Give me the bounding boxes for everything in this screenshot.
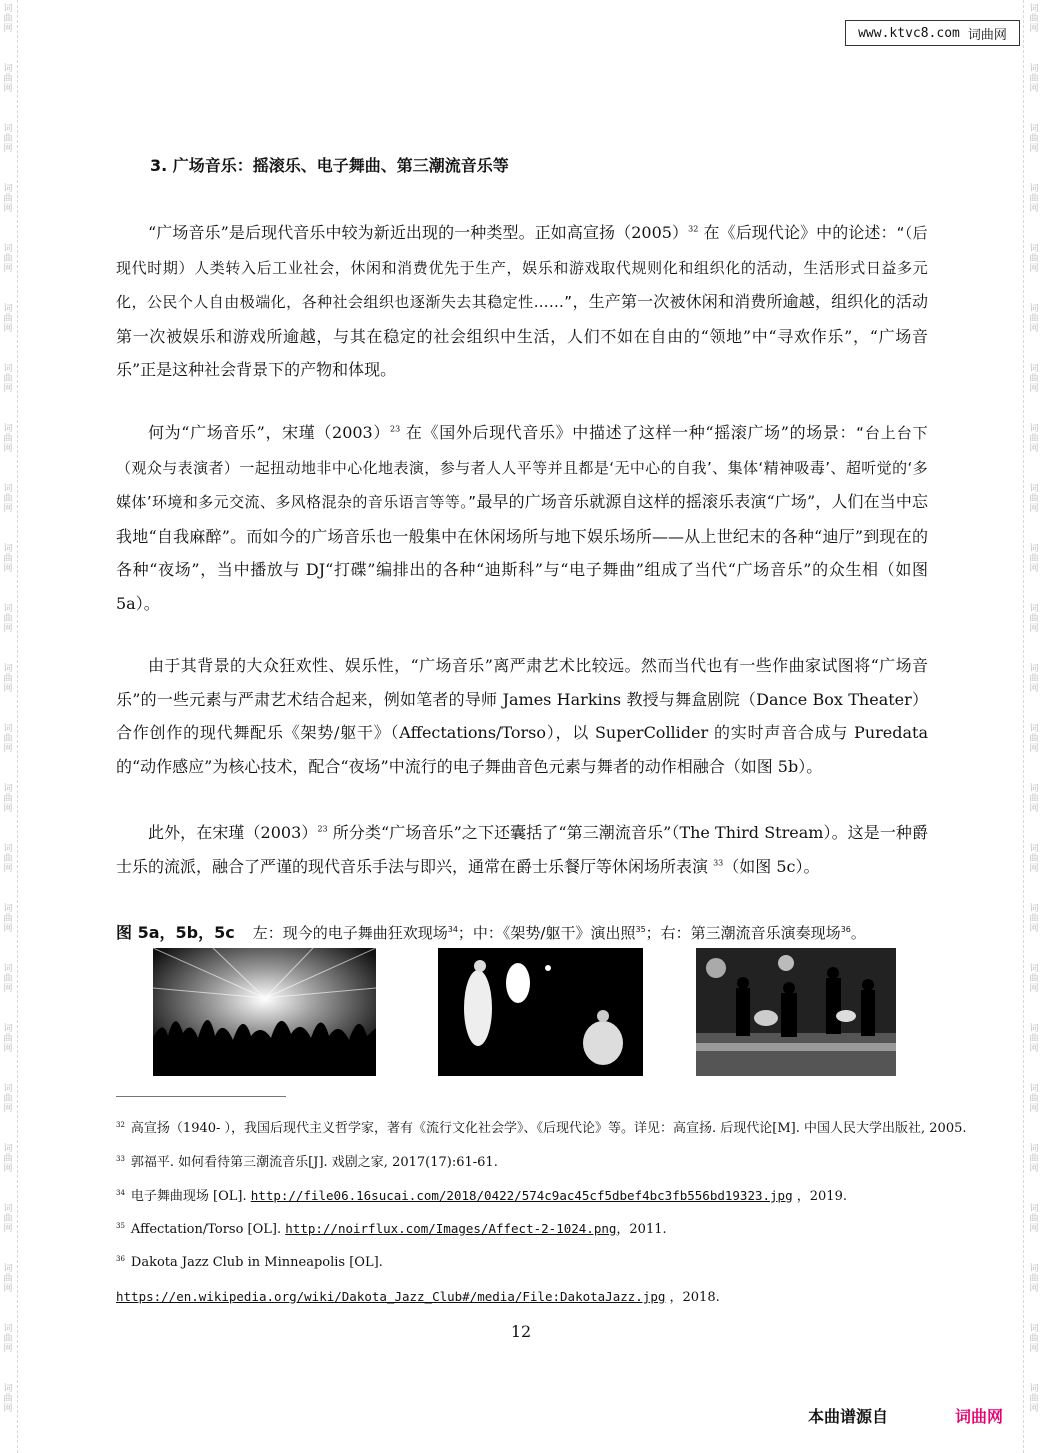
watermark-char: 网 <box>1029 564 1039 574</box>
watermark-char: 词 <box>1029 244 1039 254</box>
footnote-35-link[interactable]: http://noirflux.com/Images/Affect-2-1024.png <box>285 1221 617 1236</box>
watermark-repeat <box>1029 1020 1038 1080</box>
watermark-char: 词 <box>1029 1324 1039 1334</box>
watermark-char: 曲 <box>3 794 13 804</box>
footnote-36-continued <box>116 1288 936 1307</box>
watermark-char: 曲 <box>1029 794 1039 804</box>
watermark-char: 曲 <box>3 1094 13 1104</box>
source-label: 本曲谱源自 <box>808 1407 889 1426</box>
watermark-char: 词 <box>3 1204 13 1214</box>
photo-dance-performance <box>438 948 643 1076</box>
watermark-char: 网 <box>3 204 13 214</box>
watermark-char: 网 <box>1029 624 1039 634</box>
p2-text-b: 在《国外后现代音乐》中描述了这样一种“摇滚广场”的场景： <box>400 423 857 442</box>
watermark-char: 网 <box>1029 324 1039 334</box>
watermark-char: 网 <box>1029 1104 1039 1114</box>
watermark-char: 曲 <box>1029 134 1039 144</box>
watermark-char: 网 <box>1029 1224 1039 1234</box>
watermark-char: 网 <box>1029 444 1039 454</box>
watermark-char: 词 <box>1029 424 1039 434</box>
p2-text-a: 何为“广场音乐”，宋瑾（2003） <box>148 423 391 442</box>
watermark-repeat <box>3 420 12 480</box>
paragraph-1 <box>116 216 928 387</box>
watermark-char: 曲 <box>1029 74 1039 84</box>
watermark-char: 网 <box>3 684 13 694</box>
watermark-char: 网 <box>3 864 13 874</box>
figure-mid-desc: ；中：《架势/躯干》演出照 <box>457 924 636 942</box>
watermark-repeat <box>1029 720 1038 780</box>
watermark-char: 词 <box>3 184 13 194</box>
photo-edm-crowd <box>153 948 376 1076</box>
watermark-char: 词 <box>1029 1024 1039 1034</box>
source-site-link[interactable]: 词曲网 <box>955 1407 1004 1426</box>
page-number: 12 <box>510 1322 532 1341</box>
watermark-char: 词 <box>1029 1264 1039 1274</box>
watermark-char: 词 <box>3 1144 13 1154</box>
watermark-repeat <box>3 360 12 420</box>
watermark-char: 词 <box>1029 1144 1039 1154</box>
watermark-repeat <box>3 240 12 300</box>
figure-label: 图 5a，5b，5c <box>116 923 235 942</box>
watermark-char: 曲 <box>3 1394 13 1404</box>
watermark-char: 曲 <box>1029 374 1039 384</box>
watermark-char: 词 <box>1029 784 1039 794</box>
watermark-char: 曲 <box>3 194 13 204</box>
watermark-repeat <box>1029 1260 1038 1320</box>
watermark-char: 曲 <box>3 314 13 324</box>
footnote-36-link[interactable]: https://en.wikipedia.org/wiki/Dakota_Jazz_Club#/media/File:DakotaJazz.jpg <box>116 1289 666 1304</box>
watermark-char: 词 <box>1029 844 1039 854</box>
watermark-char: 网 <box>1029 1344 1039 1354</box>
p2-quote: “台上台下（观众与表演者）一起扭动地非中心化地表演，参与者人人平等并且都是‘无中心的自我’、集体‘精神吸毒’、超听觉的‘多媒体’环境和多元交流、多风格混杂的音乐语言等等。” <box>116 424 928 511</box>
figure-right-sup: 36 <box>840 925 851 934</box>
watermark-char: 网 <box>1029 1284 1039 1294</box>
figure-end: 。 <box>850 924 866 942</box>
watermark-char: 网 <box>1029 144 1039 154</box>
watermark-char: 曲 <box>3 614 13 624</box>
watermark-char: 网 <box>1029 384 1039 394</box>
watermark-char: 网 <box>3 1224 13 1234</box>
figure-right-desc: ；右：第三潮流音乐演奏现场 <box>645 924 841 942</box>
watermark-char: 曲 <box>1029 554 1039 564</box>
watermark-char: 网 <box>1029 204 1039 214</box>
watermark-repeat <box>3 660 12 720</box>
watermark-repeat <box>1029 660 1038 720</box>
watermark-repeat <box>3 600 12 660</box>
watermark-repeat <box>1029 1200 1038 1260</box>
watermark-char: 曲 <box>3 1214 13 1224</box>
watermark-char: 词 <box>1029 364 1039 374</box>
watermark-char: 曲 <box>1029 254 1039 264</box>
watermark-char: 曲 <box>3 254 13 264</box>
watermark-char: 词 <box>1029 964 1039 974</box>
watermark-char: 曲 <box>3 74 13 84</box>
watermark-repeat <box>3 720 12 780</box>
p4-text-c: （如图 5c）。 <box>723 856 820 876</box>
watermark-char: 词 <box>3 904 13 914</box>
watermark-char: 曲 <box>1029 1394 1039 1404</box>
watermark-char: 词 <box>1029 124 1039 134</box>
watermark-char: 网 <box>3 504 13 514</box>
watermark-char: 网 <box>3 1044 13 1054</box>
watermark-char: 网 <box>1029 984 1039 994</box>
watermark-repeat <box>1029 1080 1038 1140</box>
watermark-char: 网 <box>3 1344 13 1354</box>
watermark-char: 网 <box>1029 804 1039 814</box>
watermark-char: 词 <box>1029 544 1039 554</box>
watermark-char: 曲 <box>3 374 13 384</box>
watermark-repeat <box>1029 240 1038 300</box>
watermark-repeat <box>1029 480 1038 540</box>
watermark-char: 曲 <box>3 734 13 744</box>
watermark-char: 曲 <box>1029 1154 1039 1164</box>
watermark-char: 网 <box>3 564 13 574</box>
p4-citation-1: 23 <box>317 824 328 834</box>
p2-text-c: 最早的广场音乐就源自这样的摇滚乐表演“广场”，人们在当中忘我地“自我麻醉”。而如今的广场音乐也一般集中在休闲场所与地下娱乐场所——从上世纪末的各种“迪厅”到现在的各种“夜场”，当中播放与 DJ“打碟”编排出的各种“迪斯科”与“电子舞曲”组成了当代“广场音乐”的众生相（如图 5a）。 <box>116 492 928 613</box>
watermark-repeat <box>1029 60 1038 120</box>
watermark-char: 曲 <box>3 854 13 864</box>
p1-quote: “（后现代时期）人类转入后工业社会，休闲和消费优先于生产，娱乐和游戏取代规则化和组织化的活动，生活形式日益多元化，公民个人自由极端化，各种社会组织也逐渐失去其稳定性……” <box>116 224 928 311</box>
watermark-char: 曲 <box>1029 1214 1039 1224</box>
watermark-char: 曲 <box>3 494 13 504</box>
footnote-rule <box>116 1096 286 1097</box>
watermark-char: 曲 <box>3 14 13 24</box>
watermark-char: 词 <box>3 364 13 374</box>
watermark-repeat <box>1029 900 1038 960</box>
p1-text-a: “广场音乐”是后现代音乐中较为新近出现的一种类型。正如高宣扬（2005） <box>148 223 689 242</box>
watermark-char: 词 <box>1029 1084 1039 1094</box>
watermark-char: 曲 <box>1029 734 1039 744</box>
watermark-char: 词 <box>3 124 13 134</box>
watermark-repeat <box>1029 120 1038 180</box>
watermark-char: 曲 <box>3 134 13 144</box>
watermark-char: 网 <box>1029 1044 1039 1054</box>
watermark-char: 词 <box>3 64 13 74</box>
watermark-char: 词 <box>3 244 13 254</box>
watermark-repeat <box>3 1380 12 1440</box>
footnote-36 <box>116 1254 936 1272</box>
watermark-char: 词 <box>3 844 13 854</box>
footnote-text: 郭福平. 如何看待第三潮流音乐[J]. 戏剧之家, 2017(17):61-61. <box>130 1155 498 1170</box>
watermark-repeat <box>3 1260 12 1320</box>
p1-text-b: 在《后现代论》中的论述： <box>698 223 897 242</box>
footnote-34-link[interactable]: http://file06.16sucai.com/2018/0422/574c9ac45cf5dbef4bc3fb556bd19323.jpg <box>250 1188 793 1203</box>
watermark-char: 网 <box>3 444 13 454</box>
watermark-char: 网 <box>3 804 13 814</box>
watermark-repeat <box>3 540 12 600</box>
watermark-repeat <box>1029 180 1038 240</box>
watermark-char: 词 <box>3 1024 13 1034</box>
watermark-char: 词 <box>3 4 13 14</box>
photo-jazz-band <box>696 948 896 1076</box>
watermark-char: 曲 <box>1029 914 1039 924</box>
watermark-repeat <box>3 840 12 900</box>
footnote-tail: ，2019. <box>792 1189 847 1204</box>
watermark-char: 词 <box>1029 304 1039 314</box>
watermark-char: 词 <box>3 664 13 674</box>
footnote-num: 36 <box>116 1254 125 1263</box>
watermark-repeat <box>1029 840 1038 900</box>
watermark-char: 曲 <box>1029 974 1039 984</box>
footnote-text: 高宣扬（1940- ），我国后现代主义哲学家，著有《流行文化社会学》、《后现代论》等。详见：高宣扬. 后现代论[M]. 中国人民大学出版社, 2005. <box>130 1121 967 1136</box>
watermark-char: 网 <box>1029 744 1039 754</box>
watermark-char: 词 <box>3 964 13 974</box>
p3-text: 由于其背景的大众狂欢性、娱乐性，“广场音乐”离严肃艺术比较远。然而当代也有一些作曲家试图将“广场音乐”的一些元素与严肃艺术结合起来，例如笔者的导师 James Harkins 教授与舞盒剧院（Dance Box Theater）合作创作的现代舞配乐《架势/躯干》（Affectations/Torso），以 SuperCollider 的实时声音合成与 Puredata 的“动作感应”为核心技术，配合“夜场”中流行的电子舞曲音色元素与舞者的动作相融合（如图 5b）。 <box>116 656 928 776</box>
watermark-char: 网 <box>3 264 13 274</box>
figure-caption <box>116 920 936 943</box>
p1-citation: 32 <box>688 224 699 234</box>
watermark-char: 曲 <box>1029 614 1039 624</box>
right-border-line <box>1023 0 1025 1453</box>
watermark-repeat <box>3 900 12 960</box>
watermark-char: 词 <box>1029 1384 1039 1394</box>
watermark-repeat <box>1029 960 1038 1020</box>
watermark-char: 网 <box>3 1164 13 1174</box>
footnote-num: 35 <box>116 1221 125 1230</box>
watermark-char: 曲 <box>1029 194 1039 204</box>
watermark-char: 网 <box>1029 84 1039 94</box>
watermark-char: 曲 <box>1029 494 1039 504</box>
watermark-repeat <box>3 780 12 840</box>
watermark-repeat <box>3 1140 12 1200</box>
watermark-char: 网 <box>3 324 13 334</box>
watermark-char: 词 <box>1029 484 1039 494</box>
footnote-tail: ，2018. <box>665 1290 720 1305</box>
watermark-char: 词 <box>3 484 13 494</box>
footnote-35 <box>116 1220 936 1239</box>
left-border-line <box>17 0 19 1453</box>
watermark-char: 曲 <box>3 1334 13 1344</box>
watermark-repeat <box>1029 1140 1038 1200</box>
watermark-char: 网 <box>3 1104 13 1114</box>
watermark-char: 曲 <box>3 434 13 444</box>
watermark-char: 曲 <box>1029 14 1039 24</box>
paragraph-2 <box>116 416 928 620</box>
watermark-char: 曲 <box>3 1034 13 1044</box>
watermark-char: 网 <box>1029 264 1039 274</box>
watermark-char: 曲 <box>1029 854 1039 864</box>
watermark-repeat <box>3 960 12 1020</box>
footnote-33 <box>116 1154 936 1172</box>
watermark-char: 曲 <box>3 554 13 564</box>
footnote-num: 32 <box>116 1120 125 1129</box>
watermark-char: 曲 <box>3 914 13 924</box>
watermark-repeat <box>1029 600 1038 660</box>
watermark-char: 曲 <box>3 974 13 984</box>
watermark-char: 词 <box>1029 4 1039 14</box>
footnote-text: Dakota Jazz Club in Minneapolis [OL]. <box>130 1255 383 1270</box>
watermark-char: 词 <box>3 1324 13 1334</box>
figure-description <box>253 924 866 942</box>
watermark-repeat <box>1029 420 1038 480</box>
footnote-34 <box>116 1187 936 1206</box>
watermark-char: 曲 <box>3 1274 13 1284</box>
watermark-char: 词 <box>3 784 13 794</box>
watermark-char: 词 <box>3 1264 13 1274</box>
watermark-repeat <box>1029 0 1038 60</box>
watermark-char: 网 <box>3 1404 13 1414</box>
watermark-char: 网 <box>3 984 13 994</box>
watermark-repeat <box>1029 360 1038 420</box>
footnote-text: Affectation/Torso [OL]. <box>130 1222 286 1237</box>
watermark-char: 网 <box>1029 24 1039 34</box>
watermark-repeat <box>3 1200 12 1260</box>
watermark-char: 曲 <box>1029 314 1039 324</box>
watermark-char: 词 <box>3 1084 13 1094</box>
watermark-name: 词曲网 <box>967 27 1007 43</box>
watermark-char: 曲 <box>1029 1094 1039 1104</box>
watermark-repeat <box>1029 540 1038 600</box>
watermark-repeat <box>1029 300 1038 360</box>
watermark-char: 网 <box>3 384 13 394</box>
p4-text-b: 所分类“广场音乐”之下还囊括了“第三潮流音乐”（The Third Stream）。这是一种爵士乐的流派，融合了严谨的现代音乐手法与即兴，通常在爵士乐餐厅等休闲场所表演 <box>116 823 928 876</box>
watermark-char: 网 <box>1029 1404 1039 1414</box>
watermark-repeat <box>1029 1380 1038 1440</box>
watermark-char: 网 <box>3 144 13 154</box>
watermark-char: 词 <box>3 1384 13 1394</box>
watermark-char: 曲 <box>1029 1334 1039 1344</box>
footnote-num: 34 <box>116 1188 125 1197</box>
watermark-char: 曲 <box>1029 674 1039 684</box>
watermark-char: 网 <box>1029 1164 1039 1174</box>
watermark-char: 网 <box>1029 684 1039 694</box>
footnote-text: 电子舞曲现场 [OL]. <box>130 1189 251 1204</box>
watermark-char: 网 <box>1029 504 1039 514</box>
watermark-site: www.ktvc8.com <box>858 25 960 41</box>
watermark-repeat <box>3 480 12 540</box>
watermark-repeat <box>3 0 12 60</box>
footnote-tail: ，2011. <box>616 1222 667 1237</box>
watermark-char: 词 <box>3 604 13 614</box>
figure-left-desc: 左：现今的电子舞曲狂欢现场 <box>252 924 448 942</box>
watermark-char: 词 <box>3 724 13 734</box>
footnote-32 <box>116 1120 967 1138</box>
watermark-char: 网 <box>1029 924 1039 934</box>
right-watermark-strip <box>1026 0 1042 1453</box>
watermark-char: 曲 <box>3 674 13 684</box>
watermark-char: 曲 <box>1029 434 1039 444</box>
watermark-char: 词 <box>1029 904 1039 914</box>
watermark-char: 网 <box>3 84 13 94</box>
watermark-repeat <box>3 60 12 120</box>
watermark-repeat <box>1029 780 1038 840</box>
watermark-repeat <box>3 1020 12 1080</box>
watermark-char: 词 <box>3 424 13 434</box>
watermark-repeat <box>3 1080 12 1140</box>
figure-mid-sup: 35 <box>635 925 646 934</box>
watermark-repeat <box>3 120 12 180</box>
watermark-char: 曲 <box>1029 1274 1039 1284</box>
top-watermark-box <box>845 20 1020 46</box>
watermark-char: 网 <box>3 24 13 34</box>
p4-text-a: 此外，在宋瑾（2003） <box>148 823 318 842</box>
watermark-char: 网 <box>3 744 13 754</box>
paragraph-4 <box>116 816 928 883</box>
watermark-char: 网 <box>1029 864 1039 874</box>
watermark-char: 词 <box>1029 724 1039 734</box>
watermark-char: 词 <box>1029 604 1039 614</box>
watermark-char: 词 <box>1029 1204 1039 1214</box>
section-title: 3. 广场音乐：摇滚乐、电子舞曲、第三潮流音乐等 <box>150 156 509 175</box>
p4-citation-2: 33 <box>713 858 724 868</box>
watermark-repeat <box>3 300 12 360</box>
watermark-char: 词 <box>1029 64 1039 74</box>
watermark-char: 词 <box>1029 184 1039 194</box>
watermark-char: 网 <box>3 1284 13 1294</box>
watermark-repeat <box>3 180 12 240</box>
p1-text-c: ，生产第一次被休闲和消费所逾越，组织化的活动第一次被娱乐和游戏所逾越，与其在稳定的社会组织中生活，人们不如在自由的“领地”中“寻欢作乐”，“广场音乐”正是这种社会背景下的产物和体现。 <box>116 292 928 379</box>
watermark-char: 曲 <box>3 1154 13 1164</box>
footnote-num: 33 <box>116 1154 125 1163</box>
watermark-char: 词 <box>3 544 13 554</box>
p2-citation: 23 <box>390 424 401 434</box>
watermark-char: 曲 <box>1029 1034 1039 1044</box>
watermark-char: 网 <box>3 924 13 934</box>
paragraph-3 <box>116 649 928 783</box>
watermark-char: 网 <box>3 624 13 634</box>
left-watermark-strip <box>0 0 16 1453</box>
figure-left-sup: 34 <box>447 925 458 934</box>
watermark-char: 词 <box>1029 664 1039 674</box>
watermark-char: 词 <box>3 304 13 314</box>
